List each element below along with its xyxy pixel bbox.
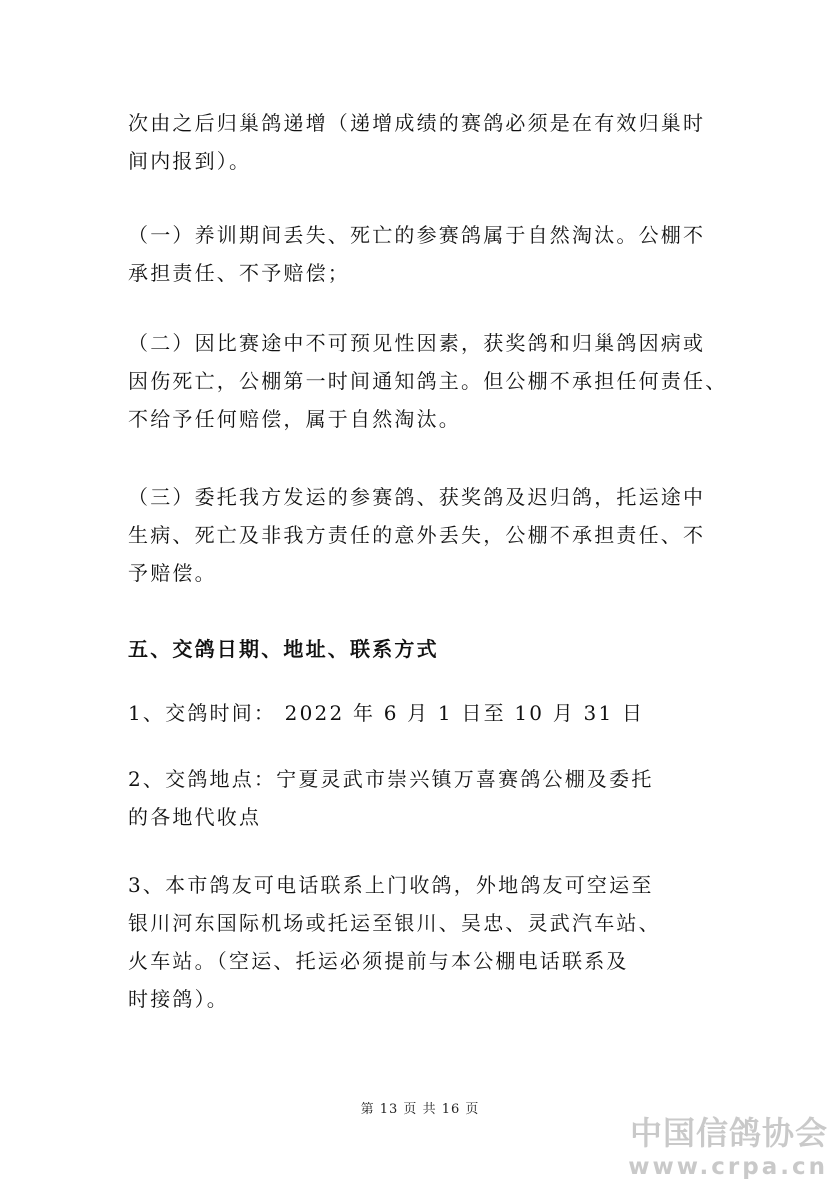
text-line: 2、交鸽地点：宁夏灵武市崇兴镇万喜赛鸽公棚及委托 bbox=[128, 767, 654, 791]
text-line: 生病、死亡及非我方责任的意外丢失，公棚不承担责任、不 bbox=[128, 523, 706, 547]
page-number-footer: 第 13 页 共 16 页 bbox=[360, 1102, 480, 1117]
watermark-url: www.crpa.cn bbox=[628, 1154, 828, 1180]
paragraph-contact-method bbox=[128, 866, 718, 1018]
text-line: （一）养训期间丢失、死亡的参赛鸽属于自然淘汰。公棚不 bbox=[128, 223, 706, 247]
watermark-logo bbox=[608, 1113, 828, 1181]
paragraph-item-two bbox=[128, 324, 728, 438]
text-line: 时接鸽）。 bbox=[128, 987, 229, 1011]
paragraph-item-three bbox=[128, 478, 718, 592]
paragraph-return-rule bbox=[128, 104, 718, 180]
text-line: 因伤死亡，公棚第一时间通知鸽主。但公棚不承担任何责任、 bbox=[128, 369, 728, 393]
text-line: 银川河东国际机场或托运至银川、吴忠、灵武汽车站、 bbox=[128, 911, 661, 935]
text-line: 次由之后归巢鸽递增（递增成绩的赛鸽必须是在有效归巢时 bbox=[128, 111, 706, 135]
text-line: 不给予任何赔偿，属于自然淘汰。 bbox=[128, 407, 461, 431]
heading-text: 五、交鸽日期、地址、联系方式 bbox=[128, 637, 439, 661]
paragraph-delivery-time bbox=[128, 694, 718, 732]
paragraph-item-one bbox=[128, 216, 718, 292]
text-line: （三）委托我方发运的参赛鸽、获奖鸽及迟归鸽，托运途中 bbox=[128, 485, 706, 509]
text-line: 火车站。（空运、托运必须提前与本公棚电话联系及 bbox=[128, 949, 629, 973]
text-line: 承担责任、不予赔偿； bbox=[128, 261, 350, 285]
text-line: 的各地代收点 bbox=[128, 805, 262, 829]
text-line: 予赔偿。 bbox=[128, 561, 217, 585]
watermark-title: 中国信鸽协会 bbox=[629, 1114, 828, 1152]
text-line: 3、本市鸽友可电话联系上门收鸽，外地鸽友可空运至 bbox=[128, 873, 654, 897]
paragraph-delivery-location bbox=[128, 760, 718, 836]
section-heading bbox=[128, 630, 718, 668]
text-line: 1、交鸽时间： 2022 年 6 月 1 日至 10 月 31 日 bbox=[128, 701, 645, 725]
text-line: 间内报到）。 bbox=[128, 149, 252, 173]
text-line: （二）因比赛途中不可预见性因素，获奖鸽和归巢鸽因病或 bbox=[128, 331, 706, 355]
